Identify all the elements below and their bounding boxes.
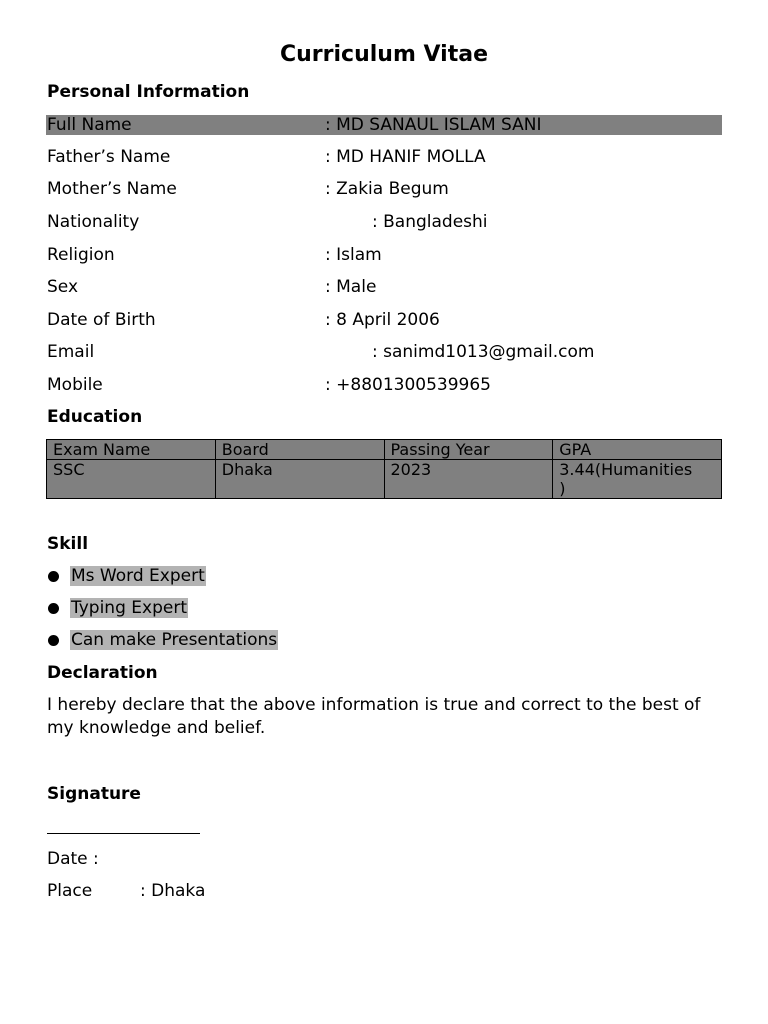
mothers-name-label: Mother’s Name	[47, 179, 177, 199]
full-name-value: : MD SANAUL ISLAM SANI	[325, 115, 542, 135]
email-label: Email	[47, 342, 95, 362]
skill-item: Typing Expert	[71, 598, 187, 618]
bullet-icon	[48, 571, 59, 582]
gpa-cell: 3.44(Humanities )	[553, 460, 722, 499]
date-of-birth-label: Date of Birth	[47, 310, 156, 330]
nationality-value: : Bangladeshi	[372, 212, 488, 232]
mobile-value: : +8801300539965	[325, 375, 491, 395]
signature-line	[47, 833, 200, 834]
document-title: Curriculum Vitae	[279, 42, 488, 67]
skill-item: Can make Presentations	[71, 630, 278, 650]
place-value: : Dhaka	[140, 881, 206, 901]
nationality-label: Nationality	[47, 212, 140, 232]
date-label: Date	[47, 849, 88, 869]
board-cell: Dhaka	[215, 460, 384, 499]
table-row	[47, 460, 722, 499]
declaration-text: I hereby declare that the above information is true and correct to the best of my knowledge and belief.	[47, 695, 701, 738]
declaration-heading: Declaration	[47, 663, 158, 683]
mothers-name-value: : Zakia Begum	[325, 179, 449, 199]
bullet-icon	[48, 603, 59, 614]
date-of-birth-value: : 8 April 2006	[325, 310, 440, 330]
bullet-icon	[48, 635, 59, 646]
passing-year-cell: 2023	[384, 460, 553, 499]
sex-value: : Male	[325, 277, 377, 297]
education-table	[46, 439, 722, 499]
sex-label: Sex	[47, 277, 79, 297]
exam-name-cell: SSC	[47, 460, 216, 499]
religion-value: : Islam	[325, 245, 382, 265]
column-header: Exam Name	[47, 440, 216, 460]
education-header-row	[47, 440, 722, 460]
column-header: GPA	[553, 440, 722, 460]
education-heading: Education	[47, 407, 143, 427]
column-header: Board	[215, 440, 384, 460]
skill-item: Ms Word Expert	[71, 566, 205, 586]
religion-label: Religion	[47, 245, 115, 265]
mobile-label: Mobile	[47, 375, 103, 395]
date-value: :	[93, 849, 99, 869]
email-value: : sanimd1013@gmail.com	[372, 342, 595, 362]
place-label: Place	[47, 881, 93, 901]
personal-info-heading: Personal Information	[47, 82, 250, 102]
signature-heading: Signature	[47, 784, 141, 804]
column-header: Passing Year	[384, 440, 553, 460]
fathers-name-value: : MD HANIF MOLLA	[325, 147, 486, 167]
full-name-label: Full Name	[47, 115, 132, 135]
fathers-name-label: Father’s Name	[47, 147, 171, 167]
skill-heading: Skill	[47, 534, 89, 554]
